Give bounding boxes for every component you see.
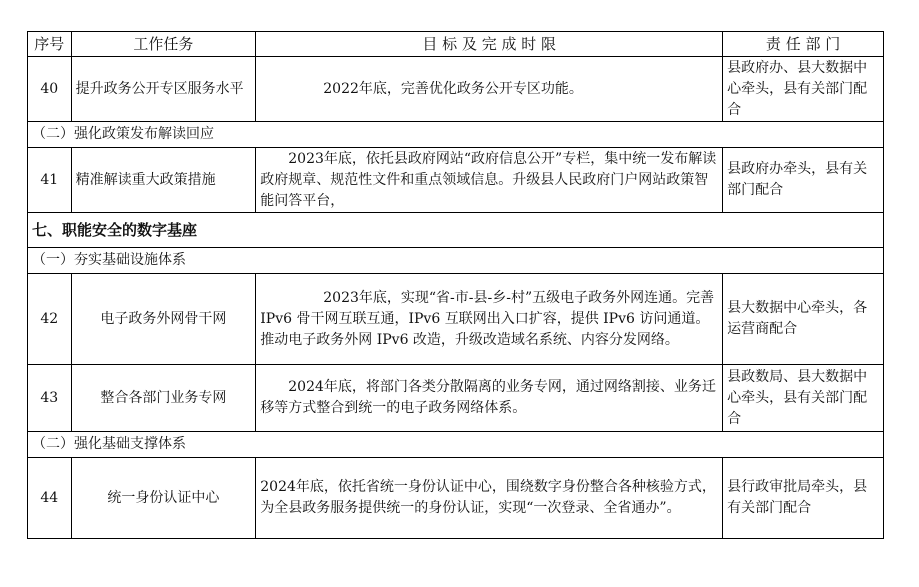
subsection-row — [28, 248, 884, 274]
row-resp: 县政府办、县大数据中心牵头，县有关部门配合 — [723, 57, 884, 122]
row-no: 41 — [28, 148, 72, 213]
row-goal: 2024年底，将部门各类分散隔离的业务专网，通过网络割接、业务迁移等方式整合到统一的电子政务网络体系。 — [256, 365, 723, 432]
subsection-row — [28, 432, 884, 458]
section-title: 七、职能安全的数字基座 — [28, 213, 884, 248]
row-no: 42 — [28, 274, 72, 365]
subsection-title: （一）夯实基础设施体系 — [28, 248, 884, 274]
subsection-title: （二）强化政策发布解读回应 — [28, 122, 884, 148]
header-resp: 责 任 部 门 — [723, 32, 884, 57]
row-goal: 2023年底，依托县政府网站“政府信息公开”专栏，集中统一发布解读政府规章、规范性文件和重点领域信息。升级县人民政府门户网站政策智能问答平台， — [256, 148, 723, 213]
row-no: 44 — [28, 458, 72, 539]
row-resp: 县政数局、县大数据中心牵头，县有关部门配合 — [723, 365, 884, 432]
row-resp: 县行政审批局牵头，县有关部门配合 — [723, 458, 884, 539]
row-goal: 2022年底，完善优化政务公开专区功能。 — [256, 57, 723, 122]
row-task: 统一身份认证中心 — [71, 458, 256, 539]
header-goal: 目 标 及 完 成 时 限 — [256, 32, 723, 57]
row-resp: 县政府办牵头，县有关部门配合 — [723, 148, 884, 213]
row-task: 整合各部门业务专网 — [71, 365, 256, 432]
task-table — [27, 31, 884, 539]
row-task: 精准解读重大政策措施 — [71, 148, 256, 213]
table-row — [28, 458, 884, 539]
subsection-title: （二）强化基础支撑体系 — [28, 432, 884, 458]
table-row — [28, 365, 884, 432]
subsection-row — [28, 122, 884, 148]
row-no: 40 — [28, 57, 72, 122]
section-row — [28, 213, 884, 248]
row-task: 提升政务公开专区服务水平 — [71, 57, 256, 122]
table-header-row — [28, 32, 884, 57]
table-row — [28, 57, 884, 122]
row-goal: 2024年底，依托省统一身份认证中心，围绕数字身份整合各种核验方式，为全县政务服务提供统一的身份认证，实现“一次登录、全省通办”。 — [256, 458, 723, 539]
header-no: 序号 — [28, 32, 72, 57]
table-row — [28, 148, 884, 213]
table-row — [28, 274, 884, 365]
row-no: 43 — [28, 365, 72, 432]
row-resp: 县大数据中心牵头，各运营商配合 — [723, 274, 884, 365]
row-task: 电子政务外网骨干网 — [71, 274, 256, 365]
row-goal: 2023年底，实现“省-市-县-乡-村”五级电子政务外网连通。完善 IPv6 骨干网互联互通，IPv6 互联网出入口扩容，提供 IPv6 访问通道。推动电子政务外网 IPv6 改造，升级改造域名系统、内容分发网络。 — [256, 274, 723, 365]
header-task: 工作任务 — [71, 32, 256, 57]
